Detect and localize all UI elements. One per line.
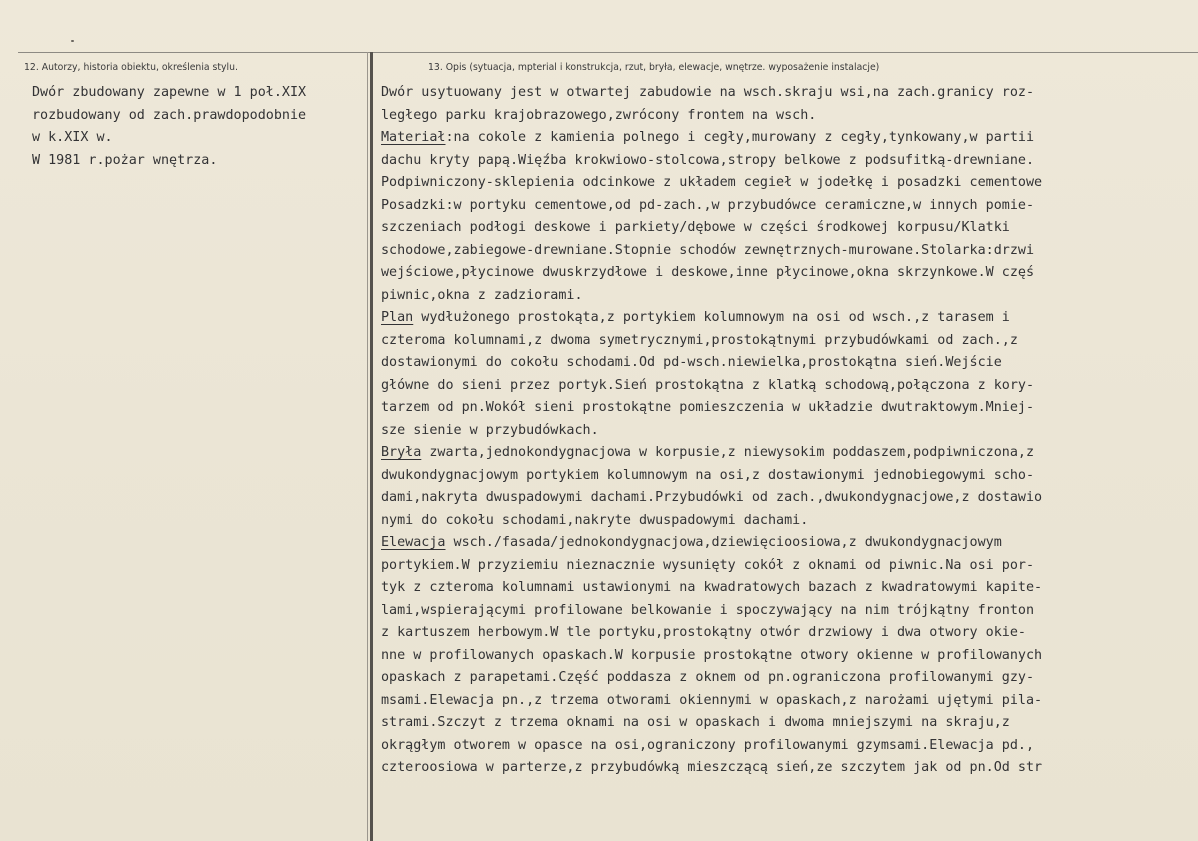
section-12-header: 12. Autorzy, historia obiektu, określenia stylu. (24, 62, 238, 73)
description-text: okrągłym otworem w opasce na osi,ograniczony profilowanymi gzymsami.Elewacja pd., (381, 737, 1035, 753)
description-text: portykiem.W przyziemiu nieznacznie wysunięty cokół z oknami od piwnic.Na osi por- (381, 557, 1035, 573)
description-text: czteroosiowa w parterze,z przybudówką mieszczącą sień,ze szczytem jak od pn.Od str (381, 760, 1043, 775)
description-text: sze sienie w przybudówkach. (381, 422, 599, 438)
description-text: ległego parku krajobrazowego,zwrócony frontem na wsch. (381, 107, 817, 123)
description-line (381, 330, 1198, 353)
description-line (381, 397, 1198, 420)
description-text: czteroma kolumnami,z dwoma symetrycznymi,prostokątnymi przybudówkami od zach.,z (381, 332, 1018, 348)
description-line (381, 172, 1198, 195)
description-text: tarzem od pn.Wokół sieni prostokątne pomieszczenia w układzie dwutraktowym.Mniej- (381, 400, 1035, 415)
description-line (381, 240, 1198, 263)
description-text: lami,wspierającymi profilowane belkowanie i spoczywający na nim trójkątny fronton (381, 602, 1035, 618)
description-line (381, 195, 1198, 218)
history-line: w k.XIX w. (32, 130, 113, 145)
history-column (32, 82, 367, 172)
description-line (381, 375, 1198, 398)
description-text: z kartuszem herbowym.W tle portyku,prostokątny otwór drzwiowy i dwa otwory okie- (381, 625, 1026, 640)
column-divider-thin (367, 52, 368, 841)
description-line (381, 105, 1198, 128)
description-text: dwukondygnacjowym portykiem kolumnowym na osi,z dostawionymi jednobiegowymi scho- (381, 467, 1035, 483)
section-label: Elewacja (381, 535, 446, 550)
column-divider (370, 52, 373, 841)
history-line: Dwór zbudowany zapewne w 1 poł.XIX (32, 85, 307, 100)
header-rule (18, 52, 1198, 53)
description-text: dami,nakryta dwuspadowymi dachami.Przybudówki od zach.,dwukondygnacjowe,z dostawio (381, 490, 1043, 505)
description-text: wsch./fasada/jednokondygnacjowa,dziewięcioosiowa,z dwukondygnacjowym (445, 535, 1002, 550)
description-line (381, 487, 1198, 510)
description-text: piwnic,okna z zadziorami. (381, 287, 583, 303)
description-line (381, 150, 1198, 173)
description-line (381, 757, 1198, 780)
description-line (381, 532, 1198, 555)
section-label: Plan (381, 310, 414, 325)
description-text: Dwór usytuowany jest w otwartej zabudowie na wsch.skraju wsi,na zach.granicy roz- (381, 85, 1035, 100)
description-text: główne do sieni przez portyk.Sień prostokątna z klatką schodową,połączona z kory- (381, 377, 1035, 393)
description-text: nne w profilowanych opaskach.W korpusie prostokątne otwory okienne w profilowanych (381, 647, 1043, 663)
description-line (381, 712, 1198, 735)
description-text: strami.Szczyt z trzema oknami na osi w opaskach i dwoma mniejszymi na skraju,z (381, 715, 1010, 730)
description-line (381, 420, 1198, 443)
description-line (381, 285, 1198, 308)
description-line (381, 645, 1198, 668)
history-line: rozbudowany od zach.prawdopodobnie (32, 107, 307, 123)
description-text: wydłużonego prostokąta,z portykiem kolumnowym na osi od wsch.,z tarasem i (413, 310, 1010, 325)
description-text: dostawionymi do cokołu schodami.Od pd-wsch.niewielka,prostokątna sień.Wejście (381, 355, 1002, 370)
description-text: tyk z czteroma kolumnami ustawionymi na kwadratowych bazach z kwadratowymi kapite- (381, 580, 1043, 595)
description-text: nymi do cokołu schodami,nakryte dwuspadowymi dachami. (381, 512, 809, 528)
description-line (381, 352, 1198, 375)
description-line (381, 600, 1198, 623)
description-line (381, 465, 1198, 488)
description-line (381, 555, 1198, 578)
section-13-header: 13. Opis (sytuacja, mpterial i konstrukcja, rzut, bryła, elewacje, wnętrze. wyposażenie instalacje) (428, 62, 880, 73)
description-text: zwarta,jednokondygnacjowa w korpusie,z niewysokim poddaszem,podpiwniczona,z (421, 445, 1035, 460)
description-line (381, 442, 1198, 465)
description-text: Posadzki:w portyku cementowe,od pd-zach.,w przybudówce ceramiczne,w innych pomie- (381, 197, 1035, 213)
description-line (381, 82, 1198, 105)
description-line (381, 735, 1198, 758)
description-text: szczeniach podłogi deskowe i parkiety/dębowe w części środkowej korpusu/Klatki (381, 220, 1010, 235)
description-column (381, 82, 1198, 780)
description-line (381, 127, 1198, 150)
description-text: dachu kryty papą.Więźba krokwiowo-stolcowa,stropy belkowe z podsufitką-drewniane. (381, 152, 1035, 168)
history-line: W 1981 r.pożar wnętrza. (32, 152, 218, 168)
description-text: :na cokole z kamienia polnego i cegły,murowany z cegły,tynkowany,w partii (445, 130, 1035, 145)
description-line (381, 667, 1198, 690)
description-text: opaskach z parapetami.Część poddasza z oknem od pn.ograniczona profilowanymi gzy- (381, 670, 1035, 685)
description-text: wejściowe,płycinowe dwuskrzydłowe i deskowe,inne płycinowe,okna skrzynkowe.W częś (381, 265, 1035, 280)
section-label: Materiał (381, 130, 446, 145)
description-line (381, 307, 1198, 330)
description-line (381, 577, 1198, 600)
ink-mark (71, 40, 74, 42)
description-line (381, 510, 1198, 533)
description-line (381, 690, 1198, 713)
description-line (381, 262, 1198, 285)
description-text: schodowe,zabiegowe-drewniane.Stopnie schodów zewnętrznych-murowane.Stolarka:drzwi (381, 242, 1035, 258)
description-line (381, 217, 1198, 240)
description-text: msami.Elewacja pn.,z trzema otworami okiennymi w opaskach,z narożami ujętymi pila- (381, 692, 1043, 708)
description-text: Podpiwniczony-sklepienia odcinkowe z układem cegieł w jodełkę i posadzki cementowe (381, 175, 1043, 190)
description-line (381, 622, 1198, 645)
section-label: Bryła (381, 445, 422, 460)
